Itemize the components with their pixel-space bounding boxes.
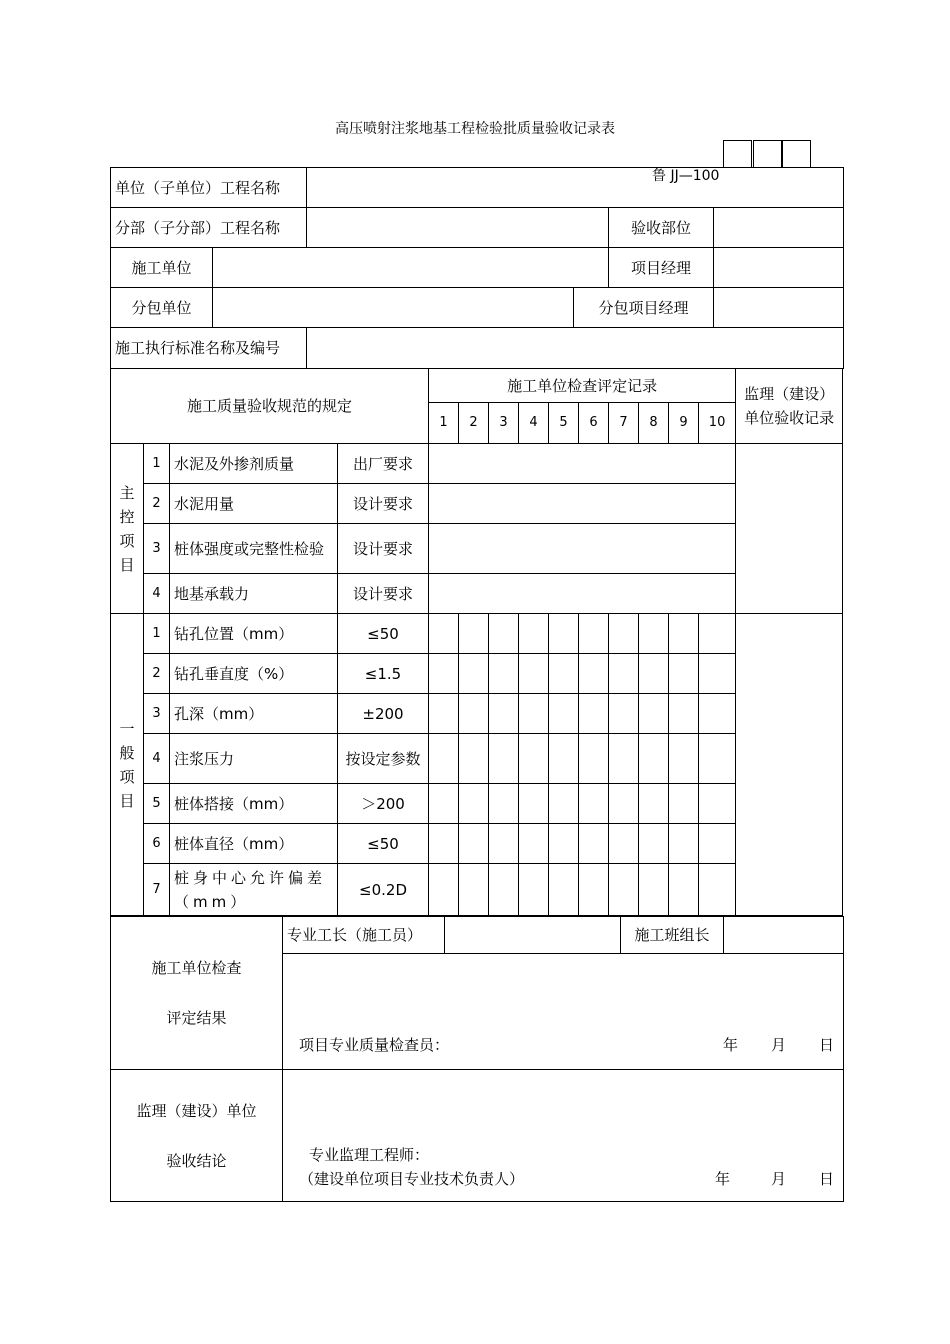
project-manager-label: 项目经理 [609, 248, 714, 288]
record-cell[interactable] [459, 824, 489, 864]
record-cell[interactable] [609, 864, 639, 916]
day-label: 日 [819, 1036, 835, 1054]
record-cell[interactable] [639, 784, 669, 824]
record-cell[interactable] [489, 824, 519, 864]
supervision-line2: 验收结论 [166, 1151, 227, 1170]
record-cell[interactable] [429, 654, 459, 694]
record-cell[interactable] [489, 734, 519, 784]
general-supervision-cell[interactable] [736, 614, 843, 916]
record-cell[interactable] [519, 614, 549, 654]
record-cell[interactable] [639, 654, 669, 694]
item-no: 3 [144, 694, 170, 734]
col-number: 8 [639, 403, 669, 444]
item-name: 孔深（mm） [170, 694, 338, 734]
item-requirement: 设计要求 [338, 524, 429, 574]
record-cell[interactable] [699, 824, 736, 864]
record-cell[interactable] [459, 734, 489, 784]
header-table [110, 167, 844, 369]
sub-project-label: 分部（子分部）工程名称 [111, 208, 307, 248]
inspect-part-field[interactable] [714, 208, 844, 248]
record-cell[interactable] [489, 654, 519, 694]
subcontractor-field[interactable] [213, 288, 574, 328]
record-cell[interactable] [699, 784, 736, 824]
main-items-label: 主 控 项 目 [111, 444, 144, 614]
record-cell[interactable] [639, 734, 669, 784]
item-no: 7 [144, 864, 170, 916]
engineer-label: 专业监理工程师： [309, 1146, 430, 1164]
record-cell[interactable] [669, 824, 699, 864]
col-number: 6 [579, 403, 609, 444]
footer-table [110, 916, 844, 1202]
item-no: 3 [144, 524, 170, 574]
item-name: 钻孔位置（mm） [170, 614, 338, 654]
month-label: 月 [771, 1036, 787, 1054]
item-requirement: ≤0.2D [338, 864, 429, 916]
record-cell[interactable] [609, 654, 639, 694]
col-number: 10 [699, 403, 736, 444]
standard-label: 施工执行标准名称及编号 [111, 328, 307, 369]
supervision-line1: 监理（建设）单位 [136, 1101, 257, 1120]
contractor-result-field[interactable] [283, 954, 844, 1070]
sub-project-manager-field[interactable] [714, 288, 844, 328]
record-cell[interactable] [429, 824, 459, 864]
inspect-part-label: 验收部位 [609, 208, 714, 248]
sub-project-manager-label: 分包项目经理 [574, 288, 714, 328]
contractor-result-line2: 评定结果 [166, 1009, 227, 1027]
col-number: 1 [429, 403, 459, 444]
col-number: 5 [549, 403, 579, 444]
month-label: 月 [771, 1170, 787, 1188]
record-cell[interactable] [489, 864, 519, 916]
record-cell[interactable] [639, 864, 669, 916]
item-name: 桩身中心允许偏差（mm） [170, 864, 338, 916]
serial-box-2[interactable] [753, 140, 782, 167]
day-label: 日 [819, 1170, 835, 1188]
contractor-field[interactable] [213, 248, 609, 288]
record-cell[interactable] [489, 784, 519, 824]
record-cell[interactable] [519, 864, 549, 916]
item-requirement: 设计要求 [338, 574, 429, 614]
unit-project-field[interactable] [307, 168, 844, 208]
supervision-conclusion-label [111, 1070, 283, 1202]
record-cell[interactable] [699, 864, 736, 916]
record-cell[interactable] [519, 734, 549, 784]
form-title: 高压喷射注浆地基工程检验批质量验收记录表 [335, 121, 615, 137]
item-requirement: ±200 [338, 694, 429, 734]
year-label: 年 [723, 1036, 739, 1054]
contractor-label: 施工单位 [111, 248, 213, 288]
record-cell[interactable] [549, 694, 579, 734]
record-cell[interactable] [609, 734, 639, 784]
spec-header: 施工质量验收规范的规定 [111, 369, 429, 444]
record-cell[interactable] [639, 824, 669, 864]
unit-project-label: 单位（子单位）工程名称 [111, 168, 307, 208]
record-cell[interactable] [459, 694, 489, 734]
record-cell[interactable] [699, 654, 736, 694]
record-cell[interactable] [579, 654, 609, 694]
record-cell[interactable] [669, 864, 699, 916]
record-cell[interactable] [699, 614, 736, 654]
record-cell[interactable] [549, 864, 579, 916]
record-cell[interactable] [429, 694, 459, 734]
record-cell[interactable] [609, 614, 639, 654]
record-cell[interactable] [459, 614, 489, 654]
record-cell[interactable] [519, 824, 549, 864]
record-cell[interactable] [429, 444, 736, 484]
standard-field[interactable] [307, 328, 844, 369]
record-cell[interactable] [669, 734, 699, 784]
form-code: 鲁 JJ—100 [652, 168, 720, 184]
item-no: 2 [144, 654, 170, 694]
item-name: 桩体搭接（mm） [170, 784, 338, 824]
record-cell[interactable] [669, 614, 699, 654]
owner-rep-label: （建设单位项目专业技术负责人） [299, 1170, 525, 1188]
subcontractor-label: 分包单位 [111, 288, 213, 328]
col-number: 2 [459, 403, 489, 444]
item-name: 钻孔垂直度（%） [170, 654, 338, 694]
item-name: 水泥用量 [170, 484, 338, 524]
supervision-conclusion-field[interactable] [283, 1070, 844, 1202]
record-cell[interactable] [549, 824, 579, 864]
item-requirement: ≤1.5 [338, 654, 429, 694]
item-requirement: ≤50 [338, 824, 429, 864]
record-cell[interactable] [579, 614, 609, 654]
item-name: 注浆压力 [170, 734, 338, 784]
item-requirement: 设计要求 [338, 484, 429, 524]
item-requirement: 按设定参数 [338, 734, 429, 784]
main-supervision-cell[interactable] [736, 444, 843, 614]
item-no: 6 [144, 824, 170, 864]
record-cell[interactable] [459, 864, 489, 916]
contractor-result-label [111, 917, 283, 1070]
item-requirement: 出厂要求 [338, 444, 429, 484]
item-name: 地基承载力 [170, 574, 338, 614]
record-cell[interactable] [459, 784, 489, 824]
contractor-result-line1: 施工单位检查 [151, 959, 242, 977]
record-cell[interactable] [459, 654, 489, 694]
record-cell[interactable] [579, 694, 609, 734]
item-name: 桩体直径（mm） [170, 824, 338, 864]
record-cell[interactable] [429, 574, 736, 614]
record-cell[interactable] [429, 784, 459, 824]
supervision-header: 监理（建设）单位验收记录 [736, 369, 843, 444]
serial-box-3[interactable] [782, 140, 811, 167]
team-leader-label: 施工班组长 [621, 917, 724, 954]
sub-project-field[interactable] [307, 208, 609, 248]
serial-box-1[interactable] [723, 140, 752, 167]
items-table [110, 368, 843, 916]
col-number: 4 [519, 403, 549, 444]
record-cell[interactable] [519, 654, 549, 694]
record-cell[interactable] [489, 614, 519, 654]
record-cell[interactable] [609, 694, 639, 734]
team-leader-field[interactable] [724, 917, 844, 954]
record-cell[interactable] [429, 734, 459, 784]
item-name: 桩体强度或完整性检验 [170, 524, 338, 574]
record-header: 施工单位检查评定记录 [429, 369, 736, 403]
record-cell[interactable] [609, 784, 639, 824]
item-requirement: ≤50 [338, 614, 429, 654]
record-cell[interactable] [639, 694, 669, 734]
record-cell[interactable] [579, 864, 609, 916]
record-cell[interactable] [579, 784, 609, 824]
record-cell[interactable] [429, 484, 736, 524]
item-no: 1 [144, 614, 170, 654]
item-name: 水泥及外掺剂质量 [170, 444, 338, 484]
record-cell[interactable] [549, 614, 579, 654]
col-number: 7 [609, 403, 639, 444]
general-items-label: 一 般 项 目 [111, 614, 144, 916]
record-cell[interactable] [669, 654, 699, 694]
item-requirement: ＞200 [338, 784, 429, 824]
record-cell[interactable] [519, 784, 549, 824]
year-label: 年 [715, 1170, 731, 1188]
record-cell[interactable] [639, 614, 669, 654]
foreman-field[interactable] [445, 917, 621, 954]
record-cell[interactable] [489, 694, 519, 734]
inspector-label: 项目专业质量检查员： [299, 1036, 450, 1054]
project-manager-field[interactable] [714, 248, 844, 288]
record-cell[interactable] [579, 824, 609, 864]
record-cell[interactable] [429, 614, 459, 654]
record-cell[interactable] [549, 734, 579, 784]
record-cell[interactable] [609, 824, 639, 864]
record-cell[interactable] [699, 734, 736, 784]
col-number: 3 [489, 403, 519, 444]
record-cell[interactable] [429, 524, 736, 574]
record-cell[interactable] [669, 694, 699, 734]
record-cell[interactable] [579, 734, 609, 784]
foreman-label: 专业工长（施工员） [283, 917, 445, 954]
record-cell[interactable] [549, 654, 579, 694]
item-no: 1 [144, 444, 170, 484]
record-cell[interactable] [429, 864, 459, 916]
item-no: 5 [144, 784, 170, 824]
item-no: 4 [144, 734, 170, 784]
record-cell[interactable] [669, 784, 699, 824]
col-number: 9 [669, 403, 699, 444]
item-no: 2 [144, 484, 170, 524]
item-no: 4 [144, 574, 170, 614]
record-cell[interactable] [549, 784, 579, 824]
record-cell[interactable] [699, 694, 736, 734]
record-cell[interactable] [519, 694, 549, 734]
